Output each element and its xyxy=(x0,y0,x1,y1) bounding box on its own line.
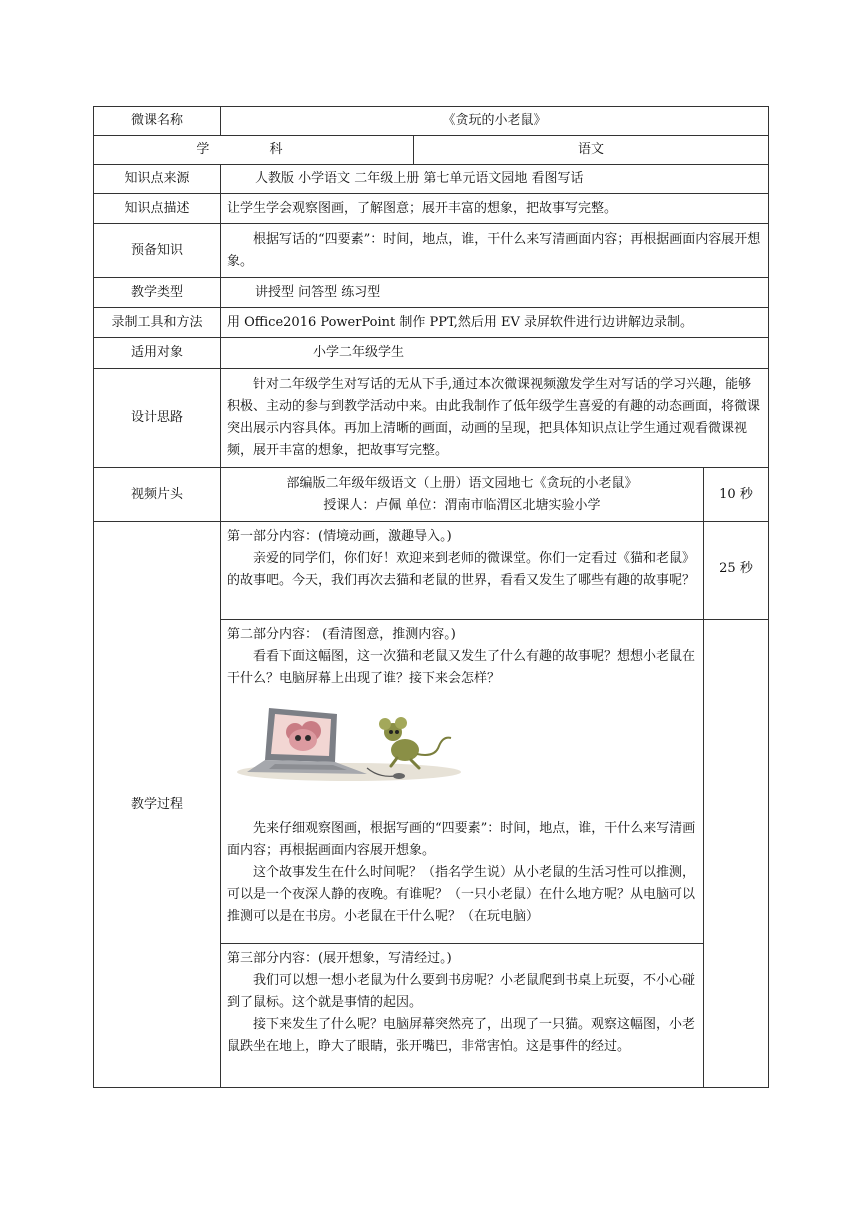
part-2-text-3: 这个故事发生在什么时间呢？（指名学生说）从小老鼠的生活习性可以推测，可以是一个夜深人静的夜晚。有谁呢？（一只小老鼠）在什么地方呢？从电脑可以推测可以是在书房。小老鼠在干什么呢？（在玩电脑） xyxy=(227,865,696,924)
label-intro: 视频片头 xyxy=(94,468,221,522)
row-description xyxy=(94,194,769,224)
part-3-cell xyxy=(221,944,704,1088)
course-name: 《贪玩的小老鼠》 xyxy=(221,107,769,136)
label-design: 设计思路 xyxy=(94,369,221,468)
row-prior-knowledge xyxy=(94,224,769,278)
part-3-text-1: 我们可以想一想小老鼠为什么要到书房呢？小老鼠爬到书桌上玩耍，不小心碰到了鼠标。这个就是事情的起因。 xyxy=(227,973,696,1010)
subject-value: 语文 xyxy=(414,136,769,165)
row-intro xyxy=(94,468,769,522)
row-teaching-type xyxy=(94,278,769,308)
row-course-name xyxy=(94,107,769,136)
source-value: 人教版 小学语文 二年级上册 第七单元语文园地 看图写话 xyxy=(221,165,769,194)
row-design xyxy=(94,369,769,468)
intro-line-2: 授课人：卢佩 单位：渭南市临渭区北塘实验小学 xyxy=(323,497,601,513)
row-tools xyxy=(94,308,769,338)
part-1-text: 亲爱的同学们，你们好！欢迎来到老师的微课堂。你们一定看过《猫和老鼠》的故事吧。今天，我们再次去猫和老鼠的世界，看看又发生了哪些有趣的故事呢？ xyxy=(227,551,696,588)
intro-text xyxy=(221,468,704,522)
label-teaching-type: 教学类型 xyxy=(94,278,221,308)
row-target xyxy=(94,338,769,369)
label-target: 适用对象 xyxy=(94,338,221,369)
part-1-cell xyxy=(221,522,704,620)
part-2-cell xyxy=(221,620,704,944)
mouse-computer-illustration xyxy=(229,698,465,782)
label-description: 知识点描述 xyxy=(94,194,221,224)
row-subject xyxy=(94,136,769,165)
row-part-1 xyxy=(94,522,769,620)
tools-value: 用 Office2016 PowerPoint 制作 PPT,然后用 EV 录屏软件进行边讲解边录制。 xyxy=(221,308,769,338)
label-tools: 录制工具和方法 xyxy=(94,308,221,338)
part-1-time: 25 秒 xyxy=(704,522,769,620)
label-subject: 学 科 xyxy=(94,136,414,165)
part-1-title: 第一部分内容：(情境动画，激趣导入。) xyxy=(227,529,452,544)
part-2-title: 第二部分内容： (看清图意，推测内容。) xyxy=(227,627,456,642)
lesson-plan-table xyxy=(93,106,769,1088)
process-time-blank xyxy=(704,620,769,1088)
design-value: 针对二年级学生对写话的无从下手,通过本次微课视频激发学生对写话的学习兴趣，能够积极、主动的参与到教学活动中来。由此我制作了低年级学生喜爱的有趣的动态画面，将微课突出展示内容具体。再加上清晰的画面，动画的呈现，把具体知识点让学生通过观看微课视频，展开丰富的想象，把故事写完整。 xyxy=(221,369,769,468)
label-prior-knowledge: 预备知识 xyxy=(94,224,221,278)
intro-time: 10 秒 xyxy=(704,468,769,522)
prior-knowledge-value: 根据写话的“四要素”：时间，地点，谁，干什么来写清画面内容；再根据画面内容展开想象。 xyxy=(221,224,769,278)
part-2-text-2: 先来仔细观察图画，根据写画的“四要素”：时间，地点，谁，干什么来写清画面内容；再根据画面内容展开想象。 xyxy=(227,821,696,858)
label-source: 知识点来源 xyxy=(94,165,221,194)
target-value: 小学二年级学生 xyxy=(221,338,769,369)
row-source xyxy=(94,165,769,194)
part-3-title: 第三部分内容：(展开想象，写清经过。) xyxy=(227,951,452,966)
label-course-name: 微课名称 xyxy=(94,107,221,136)
label-process: 教学过程 xyxy=(94,522,221,1088)
description-value: 让学生学会观察图画，了解图意；展开丰富的想象，把故事写完整。 xyxy=(221,194,769,224)
teaching-type-value: 讲授型 问答型 练习型 xyxy=(221,278,769,308)
intro-line-1: 部编版二年级年级语文（上册）语文园地七《贪玩的小老鼠》 xyxy=(286,475,638,491)
part-3-text-2: 接下来发生了什么呢？电脑屏幕突然亮了，出现了一只猫。观察这幅图，小老鼠跌坐在地上，睁大了眼睛，张开嘴巴，非常害怕。这是事件的经过。 xyxy=(227,1017,696,1054)
part-2-text-1: 看看下面这幅图，这一次猫和老鼠又发生了什么有趣的故事呢？想想小老鼠在干什么？电脑屏幕上出现了谁？接下来会怎样？ xyxy=(227,649,696,686)
